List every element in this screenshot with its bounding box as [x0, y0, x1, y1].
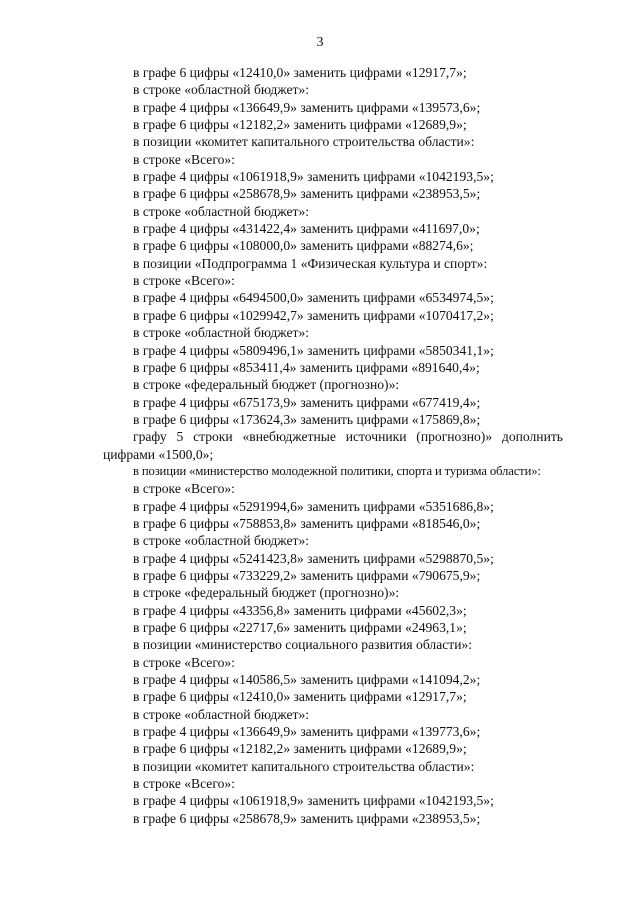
text-line: цифрами «1500,0»; [103, 446, 214, 462]
text-line: в позиции «комитет капитального строительства области»: [133, 134, 475, 150]
text-line: графу 5 строки «внебюджетные источники (прогнозно)» дополнить [133, 429, 563, 445]
text-line: в графе 6 цифры «258678,9» заменить цифрами «238953,5»; [133, 810, 481, 826]
text-line: в строке «Всего»: [133, 481, 235, 497]
text-line: в графе 4 цифры «1061918,9» заменить цифрами «1042193,5»; [133, 793, 494, 809]
text-line: в графе 4 цифры «675173,9» заменить цифрами «677419,4»; [133, 394, 481, 410]
text-line: в графе 6 цифры «12182,2» заменить цифрами «12689,9»; [133, 741, 467, 757]
text-line: в графе 6 цифры «1029942,7» заменить цифрами «1070417,2»; [133, 307, 494, 323]
text-line: в позиции «министерство социального развития области»: [133, 637, 473, 653]
text-line: в графе 4 цифры «6494500,0» заменить цифрами «6534974,5»; [133, 290, 494, 306]
text-line: в позиции «Подпрограмма 1 «Физическая культура и спорт»: [133, 255, 488, 271]
text-line: в графе 6 цифры «12410,0» заменить цифрами «12917,7»; [133, 689, 467, 705]
text-line: в графе 6 цифры «733229,2» заменить цифрами «790675,9»; [133, 567, 481, 583]
text-line: в графе 4 цифры «5241423,8» заменить цифрами «5298870,5»; [133, 550, 494, 566]
text-line: в строке «федеральный бюджет (прогнозно)»: [133, 377, 400, 393]
text-line: в графе 4 цифры «1061918,9» заменить цифрами «1042193,5»; [133, 169, 494, 185]
text-line: в графе 6 цифры «108000,0» заменить цифрами «88274,6»; [133, 238, 474, 254]
text-line: в графе 4 цифры «5291994,6» заменить цифрами «5351686,8»; [133, 498, 494, 514]
text-line: в графе 6 цифры «258678,9» заменить цифрами «238953,5»; [133, 186, 481, 202]
text-line: в строке «Всего»: [133, 654, 235, 670]
text-line: в графе 6 цифры «758853,8» заменить цифрами «818546,0»; [133, 515, 481, 531]
text-line: в строке «Всего»: [133, 273, 235, 289]
text-line: в графе 4 цифры «136649,9» заменить цифрами «139773,6»; [133, 724, 481, 740]
text-line: в графе 6 цифры «853411,4» заменить цифрами «891640,4»; [133, 359, 480, 375]
document-body [103, 64, 563, 827]
text-line: в строке «областной бюджет»: [133, 533, 310, 549]
text-line: в позиции «комитет капитального строительства области»: [133, 758, 475, 774]
text-line: в графе 4 цифры «5809496,1» заменить цифрами «5850341,1»; [133, 342, 494, 358]
text-line: в графе 4 цифры «431422,4» заменить цифрами «411697,0»; [133, 221, 480, 237]
text-line: в графе 4 цифры «136649,9» заменить цифрами «139573,6»; [133, 99, 481, 115]
text-line: в графе 6 цифры «12182,2» заменить цифрами «12689,9»; [133, 117, 467, 133]
text-line: в строке «Всего»: [133, 776, 235, 792]
text-line: в графе 6 цифры «12410,0» заменить цифрами «12917,7»; [133, 65, 467, 80]
text-line: в строке «областной бюджет»: [133, 82, 310, 98]
text-line: в графе 4 цифры «140586,5» заменить цифрами «141094,2»; [133, 672, 481, 688]
text-line: в строке «областной бюджет»: [133, 203, 310, 219]
text-line: в графе 6 цифры «22717,6» заменить цифрами «24963,1»; [133, 620, 467, 635]
text-line: в графе 6 цифры «173624,3» заменить цифрами «175869,8»; [133, 411, 481, 427]
text-line: в строке «Всего»: [133, 151, 235, 167]
text-line: в графе 4 цифры «43356,8» заменить цифрами «45602,3»; [133, 602, 467, 618]
text-line: в строке «федеральный бюджет (прогнозно)»: [133, 585, 400, 601]
text-line: в позиции «министерство молодежной политики, спорта и туризма области»: [133, 463, 541, 478]
page-number: 3 [316, 35, 324, 50]
text-line: в строке «областной бюджет»: [133, 325, 310, 341]
text-line: в строке «областной бюджет»: [133, 706, 310, 722]
